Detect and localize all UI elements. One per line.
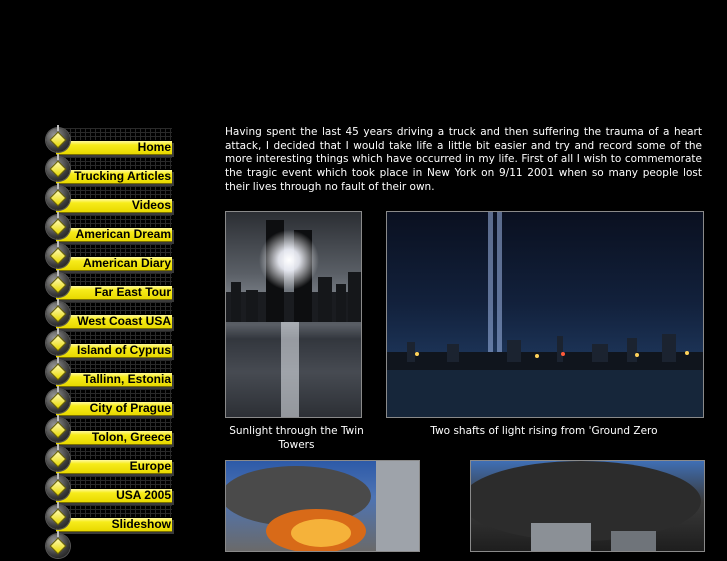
nav-grid-decoration [60,128,172,140]
nav-grid-decoration [60,244,172,256]
nav-grid-decoration [60,476,172,488]
tower-explosion-photo[interactable] [225,460,420,552]
bullet-knob-icon [46,331,70,355]
nav-label[interactable]: City of Prague [89,401,171,415]
bullet-knob-icon [46,534,70,558]
bullet-knob-icon [46,447,70,471]
nav-item-europe[interactable] [42,445,177,474]
nav-label[interactable]: American Diary [82,256,171,270]
twin-towers-sunlight-photo[interactable] [225,211,362,418]
nav-grid-decoration [60,302,172,314]
bullet-knob-icon [46,128,70,152]
photo-caption-2: Two shafts of light rising from 'Ground Zero [430,425,658,437]
nav-item-videos[interactable] [42,184,177,213]
nav-label[interactable]: Trucking Articles [74,169,171,183]
nav-label[interactable]: Slideshow [111,517,171,531]
nav-item-partial [42,532,177,561]
nav-item-city-of-prague[interactable] [42,387,177,416]
bullet-knob-icon [46,389,70,413]
bullet-knob-icon [46,476,70,500]
bullet-knob-icon [46,215,70,239]
nav-label[interactable]: West Coast USA [77,314,171,328]
nav-item-trucking-articles[interactable] [42,155,177,184]
twin-towers-silhouette [226,212,361,417]
nav-item-slideshow[interactable] [42,503,177,532]
bullet-knob-icon [46,505,70,529]
nav-item-american-dream[interactable] [42,213,177,242]
nav-label[interactable]: USA 2005 [116,488,171,502]
tribute-lights-skyline [387,212,703,417]
nav-item-far-east-tour[interactable] [42,271,177,300]
nav-item-tallinn-estonia[interactable] [42,358,177,387]
nav-label[interactable]: Home [137,140,171,154]
nav-item-tolon-greece[interactable] [42,416,177,445]
nav-grid-decoration [60,273,172,285]
nav-label[interactable]: Tolon, Greece [91,430,171,444]
nav-label[interactable]: Videos [131,198,171,212]
tower-smoke-photo[interactable] [470,460,705,552]
photo-caption-1: Sunlight through the Twin Towers [229,425,364,451]
intro-paragraph: Having spent the last 45 years driving a truck and then suffering the trauma of a heart attack, I decided that I would take life a little bit easier and try and record some of the more interesting things which have occurred in my life. First of all I wish to commemorate the tragic event which took place in New York on 9/11 2001 when so many people lost their lives through no fault of their own. [225,126,702,193]
bullet-knob-icon [46,186,70,210]
bullet-knob-icon [46,302,70,326]
nav-label[interactable]: Island of Cyprus [76,343,171,357]
nav-grid-decoration [60,389,172,401]
nav-grid-decoration [60,418,172,430]
nav-label[interactable]: Europe [129,459,171,473]
bullet-knob-icon [46,360,70,384]
bullet-knob-icon [46,244,70,268]
nav-label[interactable]: American Dream [75,227,171,241]
sidebar-nav [42,126,177,561]
nav-item-west-coast-usa[interactable] [42,300,177,329]
nav-grid-decoration [60,331,172,343]
nav-grid-decoration [60,505,172,517]
nav-item-island-of-cyprus[interactable] [42,329,177,358]
nav-label[interactable]: Tallinn, Estonia [83,372,171,386]
bullet-knob-icon [46,157,70,181]
nav-grid-decoration [60,360,172,372]
nav-grid-decoration [60,215,172,227]
nav-grid-decoration [60,447,172,459]
explosion-smoke [226,461,419,551]
nav-label[interactable]: Far East Tour [94,285,171,299]
tribute-in-light-photo[interactable] [386,211,704,418]
nav-item-home[interactable] [42,126,177,155]
tower-smoke-cloud [471,461,704,551]
nav-item-american-diary[interactable] [42,242,177,271]
bullet-knob-icon [46,273,70,297]
nav-grid-decoration [60,157,172,169]
bullet-knob-icon [46,418,70,442]
nav-item-usa-2005[interactable] [42,474,177,503]
nav-grid-decoration [60,186,172,198]
